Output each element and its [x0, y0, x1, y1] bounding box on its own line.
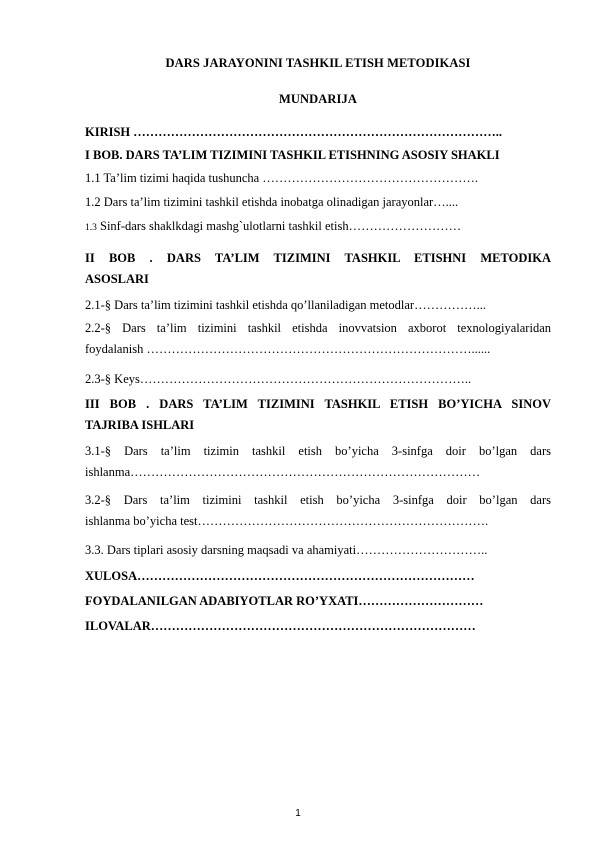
- toc-heading: MUNDARIJA: [279, 92, 357, 106]
- toc-section-1-3: [85, 218, 461, 236]
- toc-section-3-2: [85, 490, 551, 532]
- toc-chapter-1: I BOB. DARS TA’LIM TIZIMINI TASHKIL ETISHNING ASOSIY SHAKLI: [85, 148, 500, 162]
- toc-entry-adabiyotlar: FOYDALANILGAN ADABIYOTLAR RO’YXATI…………………………: [85, 594, 484, 608]
- toc-section-1-1: 1.1 Ta’lim tizimi haqida tushuncha …………………………………………….: [85, 171, 478, 185]
- document-title: DARS JARAYONINI TASHKIL ETISH METODIKASI: [165, 56, 471, 70]
- toc-chapter-3-line1: III BOB . DARS TA’LIM TIZIMINI TASHKIL ETISH BO’YICHA SINOV: [85, 397, 551, 411]
- toc-section-3-1: [85, 441, 551, 483]
- toc-section-1-3-number: 1.3: [85, 223, 97, 233]
- toc-entry-ilovalar: ILOVALAR……………………………………………………………………: [85, 619, 476, 633]
- toc-section-3-2-line1: 3.2-§ Dars ta’lim tizimini tashkil etish bo’yicha 3-sinfga doir bo’lgan dars: [85, 493, 551, 507]
- toc-chapter-2-line2: ASOSLARI: [85, 272, 149, 286]
- toc-section-1-2: 1.2 Dars ta’lim tizimini tashkil etishda inobatga olinadigan jarayonlar…....: [85, 195, 459, 209]
- toc-chapter-2: [85, 248, 551, 290]
- toc-section-2-1: 2.1-§ Dars ta’lim tizimini tashkil etishda qo’llaniladigan metodlar……………...: [85, 298, 486, 312]
- toc-section-2-2: [85, 318, 551, 360]
- toc-section-1-3-text: Sinf-dars shaklkdagi mashg`ulotlarni tashkil etish………………………: [96, 219, 462, 233]
- toc-section-2-3: 2.3-§ Keys……………………………………………………………………..: [85, 372, 472, 386]
- toc-entry-kirish: KIRISH ……………………………………………………………………………..: [85, 125, 503, 139]
- page-number: 1: [295, 808, 301, 819]
- toc-chapter-2-line1: II BOB . DARS TA’LIM TIZIMINI TASHKIL ETISHNI METODIKA: [85, 251, 551, 265]
- toc-entry-xulosa: XULOSA………………………………………………………………………: [85, 569, 475, 583]
- toc-section-3-1-line2: ishlanma…………………………………………………………………………: [85, 465, 481, 479]
- toc-section-3-3: 3.3. Dars tiplari asosiy darsning maqsadi va ahamiyati…………………………..: [85, 543, 488, 557]
- toc-section-2-2-line1: 2.2-§ Dars ta’lim tizimini tashkil etishda inovvatsion axborot texnologiyalaridan: [85, 321, 551, 335]
- toc-chapter-3-line2: TAJRIBA ISHLARI: [85, 418, 195, 432]
- toc-section-2-2-line2: foydalanish ……………………………………………………………………......: [85, 342, 491, 356]
- toc-section-3-2-line2: ishlanma bo’yicha test…………………………………………………………….: [85, 514, 489, 528]
- toc-chapter-3: [85, 394, 551, 436]
- toc-section-3-1-line1: 3.1-§ Dars ta’lim tizimin tashkil etish bo’yicha 3-sinfga doir bo’lgan dars: [85, 444, 551, 458]
